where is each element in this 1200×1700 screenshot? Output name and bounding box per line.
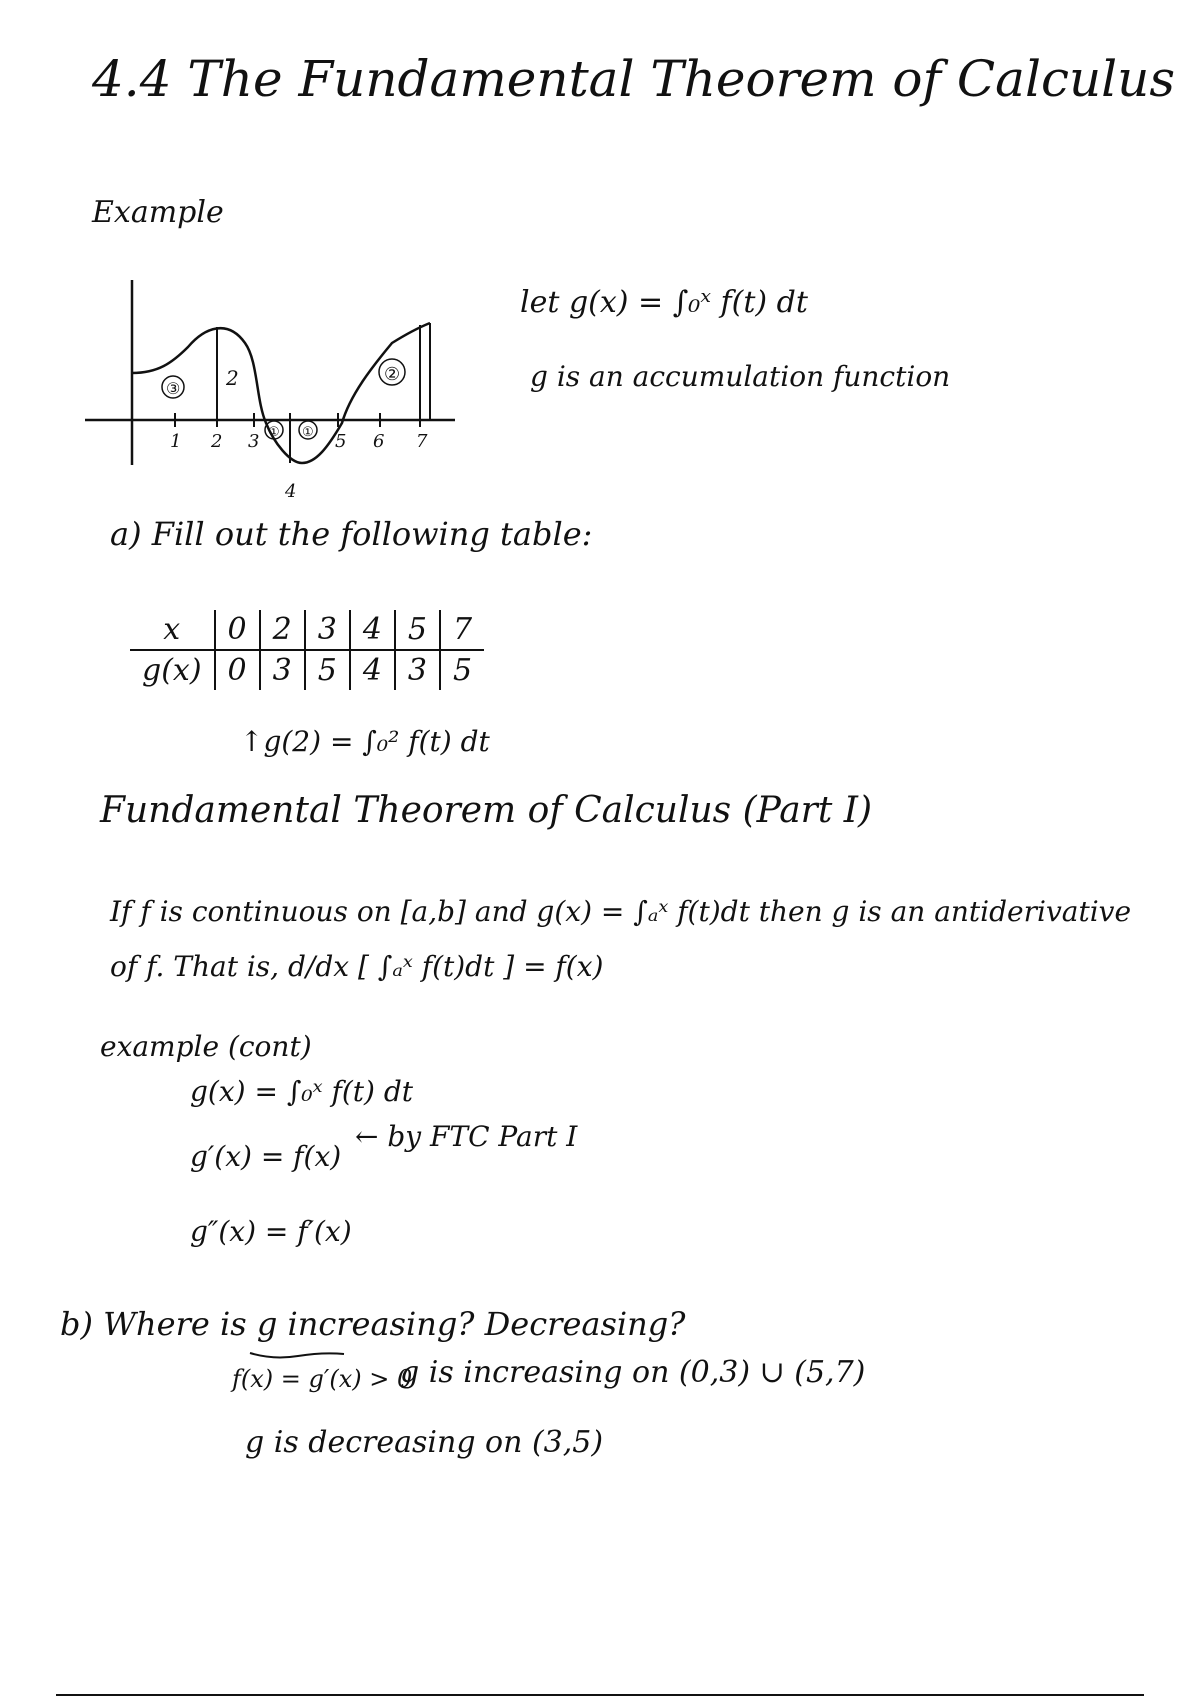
table-cell: 4 [350, 650, 395, 690]
x-tick-label: 1 [170, 431, 182, 452]
table-row [130, 650, 484, 690]
part-b-prompt: b) Where is g increasing? Decreasing? [60, 1305, 686, 1343]
table-cell: 2 [260, 610, 305, 650]
equation-g-prime: g′(x) = f(x) [190, 1140, 342, 1173]
definition-text: let g(x) = ∫₀ˣ f(t) dt [520, 285, 808, 320]
region-label: 2 [226, 366, 239, 390]
table-cell: 5 [440, 650, 484, 690]
page-title: 4.4 The Fundamental Theorem of Calculus [92, 50, 1176, 108]
region-label: ① [302, 425, 314, 440]
ftc-statement-line-2: of f. That is, d/dx [ ∫ₐˣ f(t)dt ] = f(x) [110, 950, 604, 983]
x-tick-label: 7 [416, 431, 428, 452]
example-label: Example [92, 195, 224, 230]
table-cell: 3 [395, 650, 440, 690]
ftc-annotation: ← by FTC Part I [355, 1120, 578, 1153]
increasing-underline [248, 1350, 346, 1360]
table-cell: 4 [350, 610, 395, 650]
table-header-g: g(x) [142, 653, 202, 688]
table-cell: 3 [260, 650, 305, 690]
table-cell: 3 [305, 610, 350, 650]
x-tick-label: 6 [373, 431, 385, 452]
x-tick-label: 2 [211, 431, 223, 452]
table-row [130, 610, 484, 650]
table-cell: 7 [440, 610, 484, 650]
ftc-statement-line-1: If f is continuous on [a,b] and g(x) = ∫ₐˣ f(t)dt then g is an antiderivative [110, 895, 1132, 928]
table-arrow-note: ↑g(2) = ∫₀² f(t) dt [240, 725, 490, 758]
increasing-condition: f(x) = g′(x) > 0 [232, 1365, 413, 1393]
bottom-rule [56, 1694, 1144, 1696]
x-tick-label: 4 [285, 481, 297, 502]
ftc-heading: Fundamental Theorem of Calculus (Part I) [100, 790, 873, 831]
values-table [130, 610, 484, 690]
table-header-x: x [130, 610, 215, 650]
equation-g-double-prime: g″(x) = f′(x) [190, 1215, 352, 1248]
table-cell: 0 [215, 610, 260, 650]
x-tick-label: 3 [248, 431, 260, 452]
example-cont-label: example (cont) [100, 1030, 312, 1063]
region-label: ② [384, 364, 401, 385]
decreasing-interval: g is decreasing on (3,5) [245, 1425, 604, 1460]
table-cell: 5 [305, 650, 350, 690]
equation-g: g(x) = ∫₀ˣ f(t) dt [190, 1075, 414, 1108]
region-label: ③ [166, 379, 181, 398]
increasing-interval: g is increasing on (0,3) ∪ (5,7) [400, 1355, 866, 1390]
function-graph [80, 275, 480, 505]
accumulation-note: g is an accumulation function [530, 360, 951, 393]
x-tick-label: 5 [335, 431, 347, 452]
table-cell: 0 [215, 650, 260, 690]
part-a-prompt: a) Fill out the following table: [110, 515, 593, 553]
table-cell: 5 [395, 610, 440, 650]
region-label: ① [268, 425, 280, 440]
